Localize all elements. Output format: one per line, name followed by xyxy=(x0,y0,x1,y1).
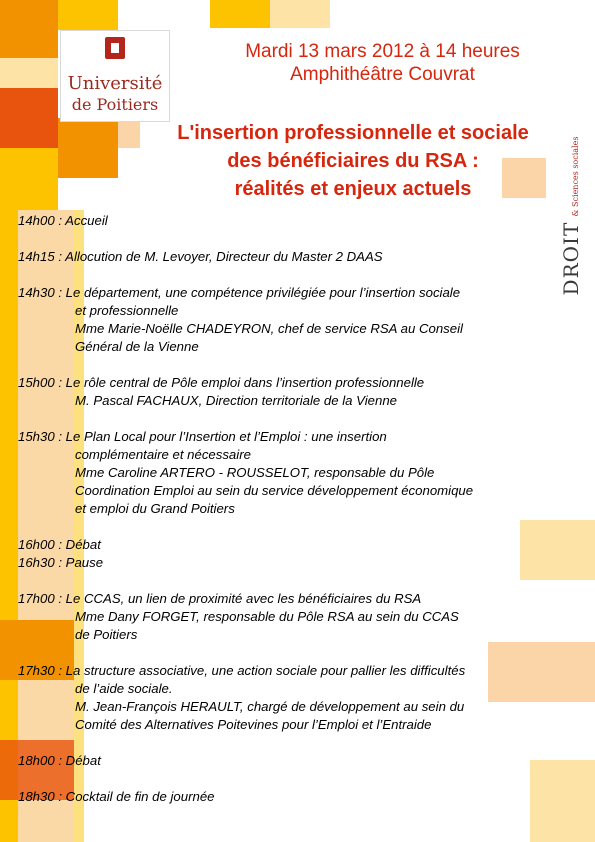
program-line xyxy=(18,788,593,806)
program-time: 15h00 xyxy=(18,375,59,390)
program-item xyxy=(18,212,593,230)
program-line: Coordination Emploi au sein du service développement économique xyxy=(75,483,474,498)
program-line xyxy=(18,248,593,266)
deco-square xyxy=(0,88,58,148)
event-date: Mardi 13 mars 2012 à 14 heures xyxy=(245,41,520,62)
title-line: L'insertion professionnelle et sociale xyxy=(177,122,529,144)
page-title xyxy=(110,119,595,203)
program-line: et emploi du Grand Poitiers xyxy=(75,501,235,516)
program-time: 17h30 xyxy=(18,663,59,678)
program-item xyxy=(18,590,593,644)
program-text: : Débat xyxy=(58,537,101,552)
program-item xyxy=(18,788,593,806)
program-item xyxy=(18,536,593,554)
crest-icon xyxy=(105,37,125,59)
program-line xyxy=(18,590,593,608)
program-line: Mme Dany FORGET, responsable du Pôle RSA au sein du CCAS xyxy=(75,609,459,624)
deco-square xyxy=(58,0,118,30)
program-text: : Le département, une compétence privilégiée pour l’insertion sociale xyxy=(58,285,461,300)
event-header xyxy=(170,40,595,86)
program-line: et professionnelle xyxy=(75,303,179,318)
program-line: M. Jean-François HERAULT, chargé de développement au sein du xyxy=(75,699,465,714)
program-line: de l’aide sociale. xyxy=(75,681,173,696)
program-text: : Cocktail de fin de journée xyxy=(58,789,215,804)
program-time: 15h30 xyxy=(18,429,59,444)
title-line: des bénéficiaires du RSA : xyxy=(227,150,479,172)
program-line xyxy=(18,752,593,770)
program-text: : Débat xyxy=(58,753,101,768)
university-logo-word: Université xyxy=(67,73,163,94)
program-item xyxy=(18,554,593,572)
program-line xyxy=(18,554,593,572)
faculty-logo-word: DROIT xyxy=(559,221,583,296)
program-item xyxy=(18,284,593,356)
program-text: : Accueil xyxy=(58,213,108,228)
program-line: de Poitiers xyxy=(75,627,138,642)
program-time: 16h00 xyxy=(18,537,59,552)
program-line xyxy=(18,662,593,680)
program-line: M. Pascal FACHAUX, Direction territoriale de la Vienne xyxy=(75,393,397,408)
program-line: Comité des Alternatives Poitevines pour l’Emploi et l’Entraide xyxy=(75,717,432,732)
program-text: : Le CCAS, un lien de proximité avec les bénéficiaires du RSA xyxy=(58,591,422,606)
program-line: complémentaire et nécessaire xyxy=(75,447,251,462)
deco-square xyxy=(210,0,270,28)
program-line xyxy=(18,284,593,302)
program-item xyxy=(18,662,593,734)
deco-square xyxy=(0,148,58,210)
program-line xyxy=(18,428,593,446)
program-line xyxy=(18,212,593,230)
program-time: 14h30 xyxy=(18,285,59,300)
program-time: 18h00 xyxy=(18,753,59,768)
program-time: 18h30 xyxy=(18,789,59,804)
university-logo xyxy=(60,30,170,122)
program-line xyxy=(18,536,593,554)
program-time: 16h30 xyxy=(18,555,59,570)
program-text: : Le rôle central de Pôle emploi dans l’insertion professionnelle xyxy=(58,375,425,390)
deco-square xyxy=(270,0,330,28)
program-text: : Pause xyxy=(58,555,104,570)
program-item xyxy=(18,752,593,770)
event-venue: Amphithéâtre Couvrat xyxy=(290,64,475,85)
program-line: Général de la Vienne xyxy=(75,339,199,354)
program-time: 14h00 xyxy=(18,213,59,228)
program-item xyxy=(18,374,593,410)
university-logo-subword: de Poitiers xyxy=(71,95,159,114)
program-text: : La structure associative, une action sociale pour pallier les difficultés xyxy=(58,663,466,678)
program-line: Mme Marie-Noëlle CHADEYRON, chef de service RSA au Conseil xyxy=(75,321,463,336)
program-time: 17h00 xyxy=(18,591,59,606)
deco-square xyxy=(58,118,118,178)
program-text: : Allocution de M. Levoyer, Directeur du Master 2 DAAS xyxy=(58,249,383,264)
program-text: : Le Plan Local pour l’Insertion et l’Emploi : une insertion xyxy=(58,429,387,444)
program-time: 14h15 xyxy=(18,249,59,264)
program-line: Mme Caroline ARTERO - ROUSSELOT, responsable du Pôle xyxy=(75,465,435,480)
program-list xyxy=(18,212,593,824)
deco-square xyxy=(0,0,58,58)
program-item xyxy=(18,428,593,518)
program-line xyxy=(18,374,593,392)
faculty-logo-subword: & Sciences sociales xyxy=(571,136,580,217)
deco-square xyxy=(0,58,58,88)
program-item xyxy=(18,248,593,266)
title-line: réalités et enjeux actuels xyxy=(234,178,472,200)
